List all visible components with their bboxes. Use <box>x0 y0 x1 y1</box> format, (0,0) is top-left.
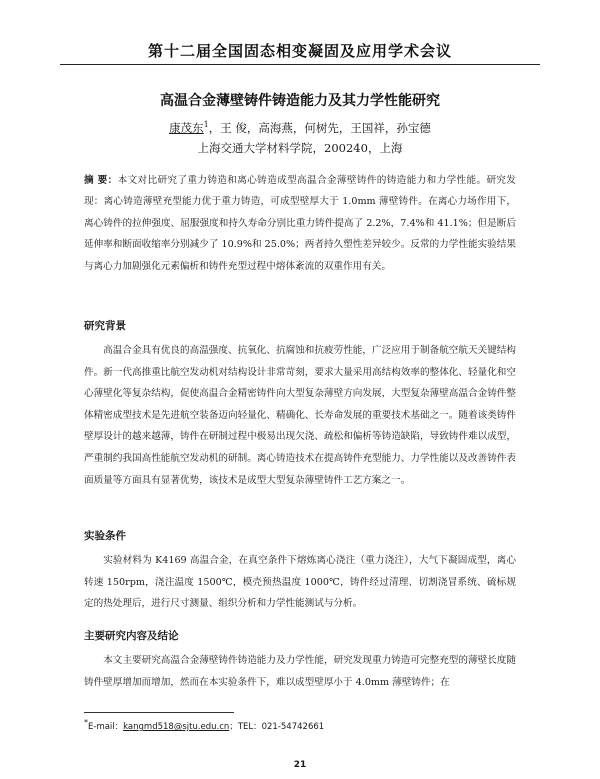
first-author: 康茂东 <box>169 121 204 135</box>
footnote-email-label: E-mail： <box>88 721 124 732</box>
section-heading-background: 研究背景 <box>84 320 126 332</box>
section-paragraph-experiment: 实验材料为 K4169 高温合金，在真空条件下熔炼离心浇注（重力浇注），大气下凝固成型，离心转速 150rpm，浇注温度 1500℃，模壳预热温度 1000℃，铸件经过清理、切割浇冒系统、硫标规定的热处理后，进行尺寸测量、组织分析和力学性能测试与分析。 <box>84 555 516 610</box>
footnote <box>84 718 516 732</box>
other-authors: ，王 俊，高海燕，何树先，王国祥，孙宝德 <box>208 121 431 135</box>
section-heading-experiment: 实验条件 <box>84 530 126 542</box>
section-paragraph-background: 高温合金具有优良的高温强度、抗氧化、抗腐蚀和抗疲劳性能，广泛应用于制备航空航天关键结构件。新一代高推重比航空发动机对结构设计非常苛刻，要求大量采用高结构效率的整体化、轻量化和空心薄壁化等复杂结构，促使高温合金精密铸件向大型复杂薄壁方向发展，大型复杂薄壁高温合金铸件整体精密成型技术是先进航空装备迈向轻量化、精确化、长寿命发展的重要技术基础之一。随着该类铸件壁厚设计的越来越薄，铸件在研制过程中极易出现欠浇、疏松和偏析等铸造缺陷，导致铸件难以成型，严重制约我国高性能航空发动机的研制。离心铸造技术在提高铸件充型能力、力学性能以及改善铸件表面质量等方面具有显著优势，该技术是成型大型复杂薄壁铸件工艺方案之一。 <box>84 345 516 486</box>
section-paragraph-conclusions: 本文主要研究高温合金薄壁铸件铸造能力及力学性能，研究发现重力铸造可完整充型的薄壁长度随铸件壁厚增加而增加，然而在本实验条件下，难以成型壁厚小于 4.0mm 薄壁铸件；在 <box>84 655 516 688</box>
abstract-text: 本文对比研究了重力铸造和离心铸造成型高温合金薄壁铸件的铸造能力和力学性能。研究发现：离心铸造薄壁充型能力优于重力铸造，可成型壁厚大于 1.0mm 薄壁铸件。在离心力场作用下，离心铸件的拉伸强度、屈服强度和持久寿命分别比重力铸件提高了 2.2%，7.4%和 41.1%；但是断后延伸率和断面收缩率分别减少了 10.9%和 25.0%；两者持久塑性差异较少。反常的力学性能实验结果与离心力加剧强化元素偏析和铸件充型过程中熔体紊流的双重作用有关。 <box>84 175 516 272</box>
conference-header: 第十二届全国固态相变凝固及应用学术会议 <box>147 42 452 60</box>
page-number: 21 <box>293 760 307 770</box>
footnote-divider <box>84 712 234 713</box>
abstract <box>84 170 516 277</box>
first-author-mark: 1 <box>203 120 209 130</box>
header-divider <box>60 64 540 65</box>
paper-title: 高温合金薄壁铸件铸造能力及其力学性能研究 <box>160 93 440 109</box>
footnote-tel: ；TEL：021-54742661 <box>229 721 325 732</box>
author-list <box>60 120 540 136</box>
footnote-email[interactable]: kangmd518@sjtu.edu.cn <box>123 721 230 732</box>
footnote-mark: * <box>84 718 88 727</box>
section-heading-conclusions: 主要研究内容及结论 <box>84 630 179 642</box>
abstract-label: 摘 要： <box>84 175 118 186</box>
affiliation: 上海交通大学材料学院，200240，上海 <box>197 141 403 155</box>
